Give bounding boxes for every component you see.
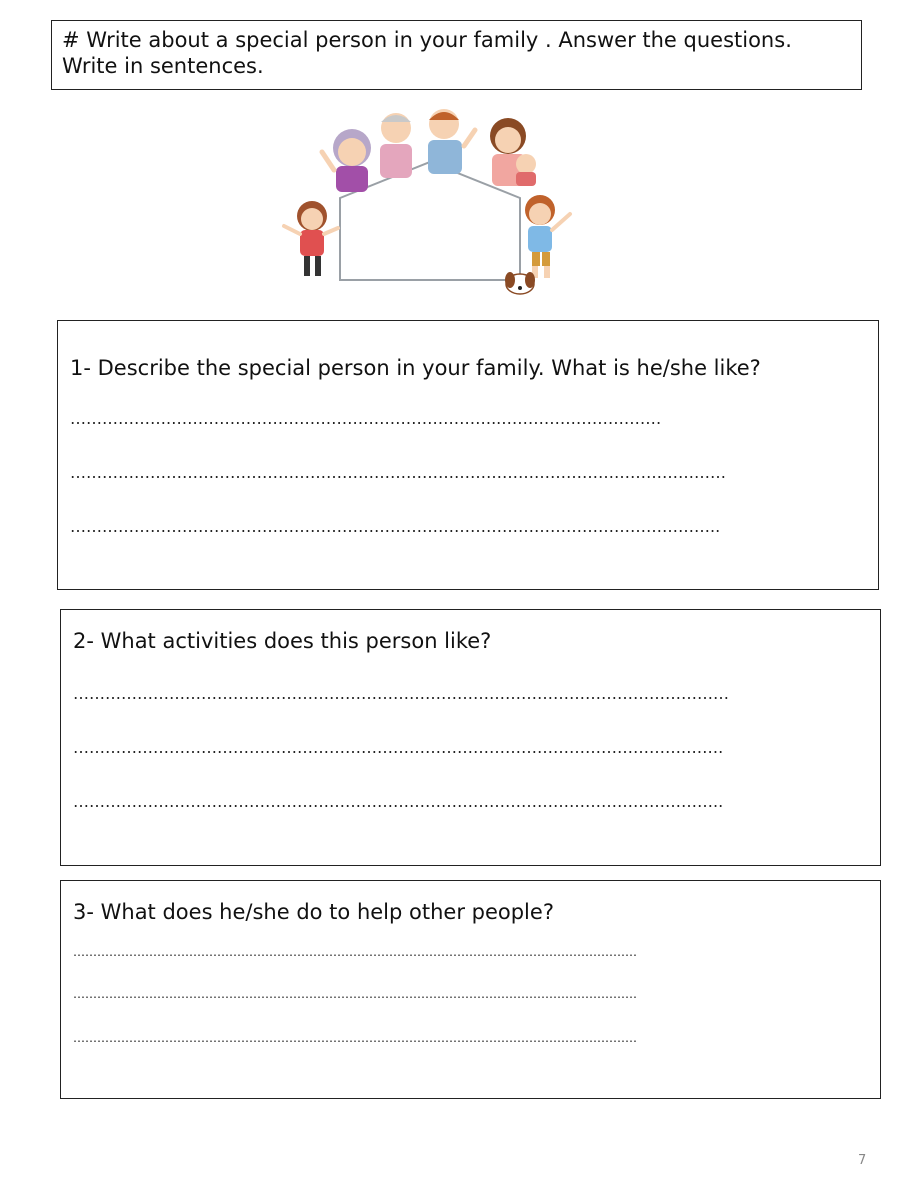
answer-line[interactable]: …………………………………………………………………………………………………………… — [70, 463, 726, 482]
grandma-figure — [322, 129, 371, 192]
answer-line[interactable]: …………………………………………………………………………………………………………………………… — [73, 1031, 637, 1045]
question-2-box — [60, 609, 881, 866]
answer-line[interactable]: …………………………………………………………………………………………………………………………… — [73, 987, 637, 1001]
answer-line[interactable]: …………………………………………………………………………………………………………………………… — [73, 945, 637, 959]
question-1-text: 1- Describe the special person in your family. What is he/she like? — [70, 356, 761, 380]
girl-figure — [284, 201, 338, 276]
instructions-line-1: # Write about a special person in your family . Answer the questions. — [62, 28, 792, 52]
question-3-text: 3- What does he/she do to help other people? — [73, 900, 554, 924]
answer-line[interactable]: …………………………………………………………………………………………………………… — [73, 684, 729, 703]
question-2-text: 2- What activities does this person like? — [73, 629, 492, 653]
dog-figure — [505, 272, 535, 294]
mom-figure — [490, 118, 536, 186]
family-house-illustration — [270, 100, 590, 300]
instructions-box — [51, 20, 862, 90]
page-number: 7 — [858, 1153, 867, 1168]
answer-line[interactable]: ………………………………………………………………………………………………………….. — [70, 517, 721, 536]
instructions-line-2: Write in sentences. — [62, 54, 264, 78]
question-1-box — [57, 320, 879, 590]
answer-line[interactable]: …………………………………………………………………………………………………….……. — [73, 738, 724, 757]
boy-figure — [525, 195, 570, 278]
question-3-box — [60, 880, 881, 1099]
dad-figure — [428, 109, 475, 174]
answer-line[interactable]: ……………….……………………………………………………..………………………… — [70, 409, 662, 428]
grandpa-figure — [380, 113, 412, 178]
answer-line[interactable]: ………………………………………………………………………………………………………….. — [73, 792, 724, 811]
